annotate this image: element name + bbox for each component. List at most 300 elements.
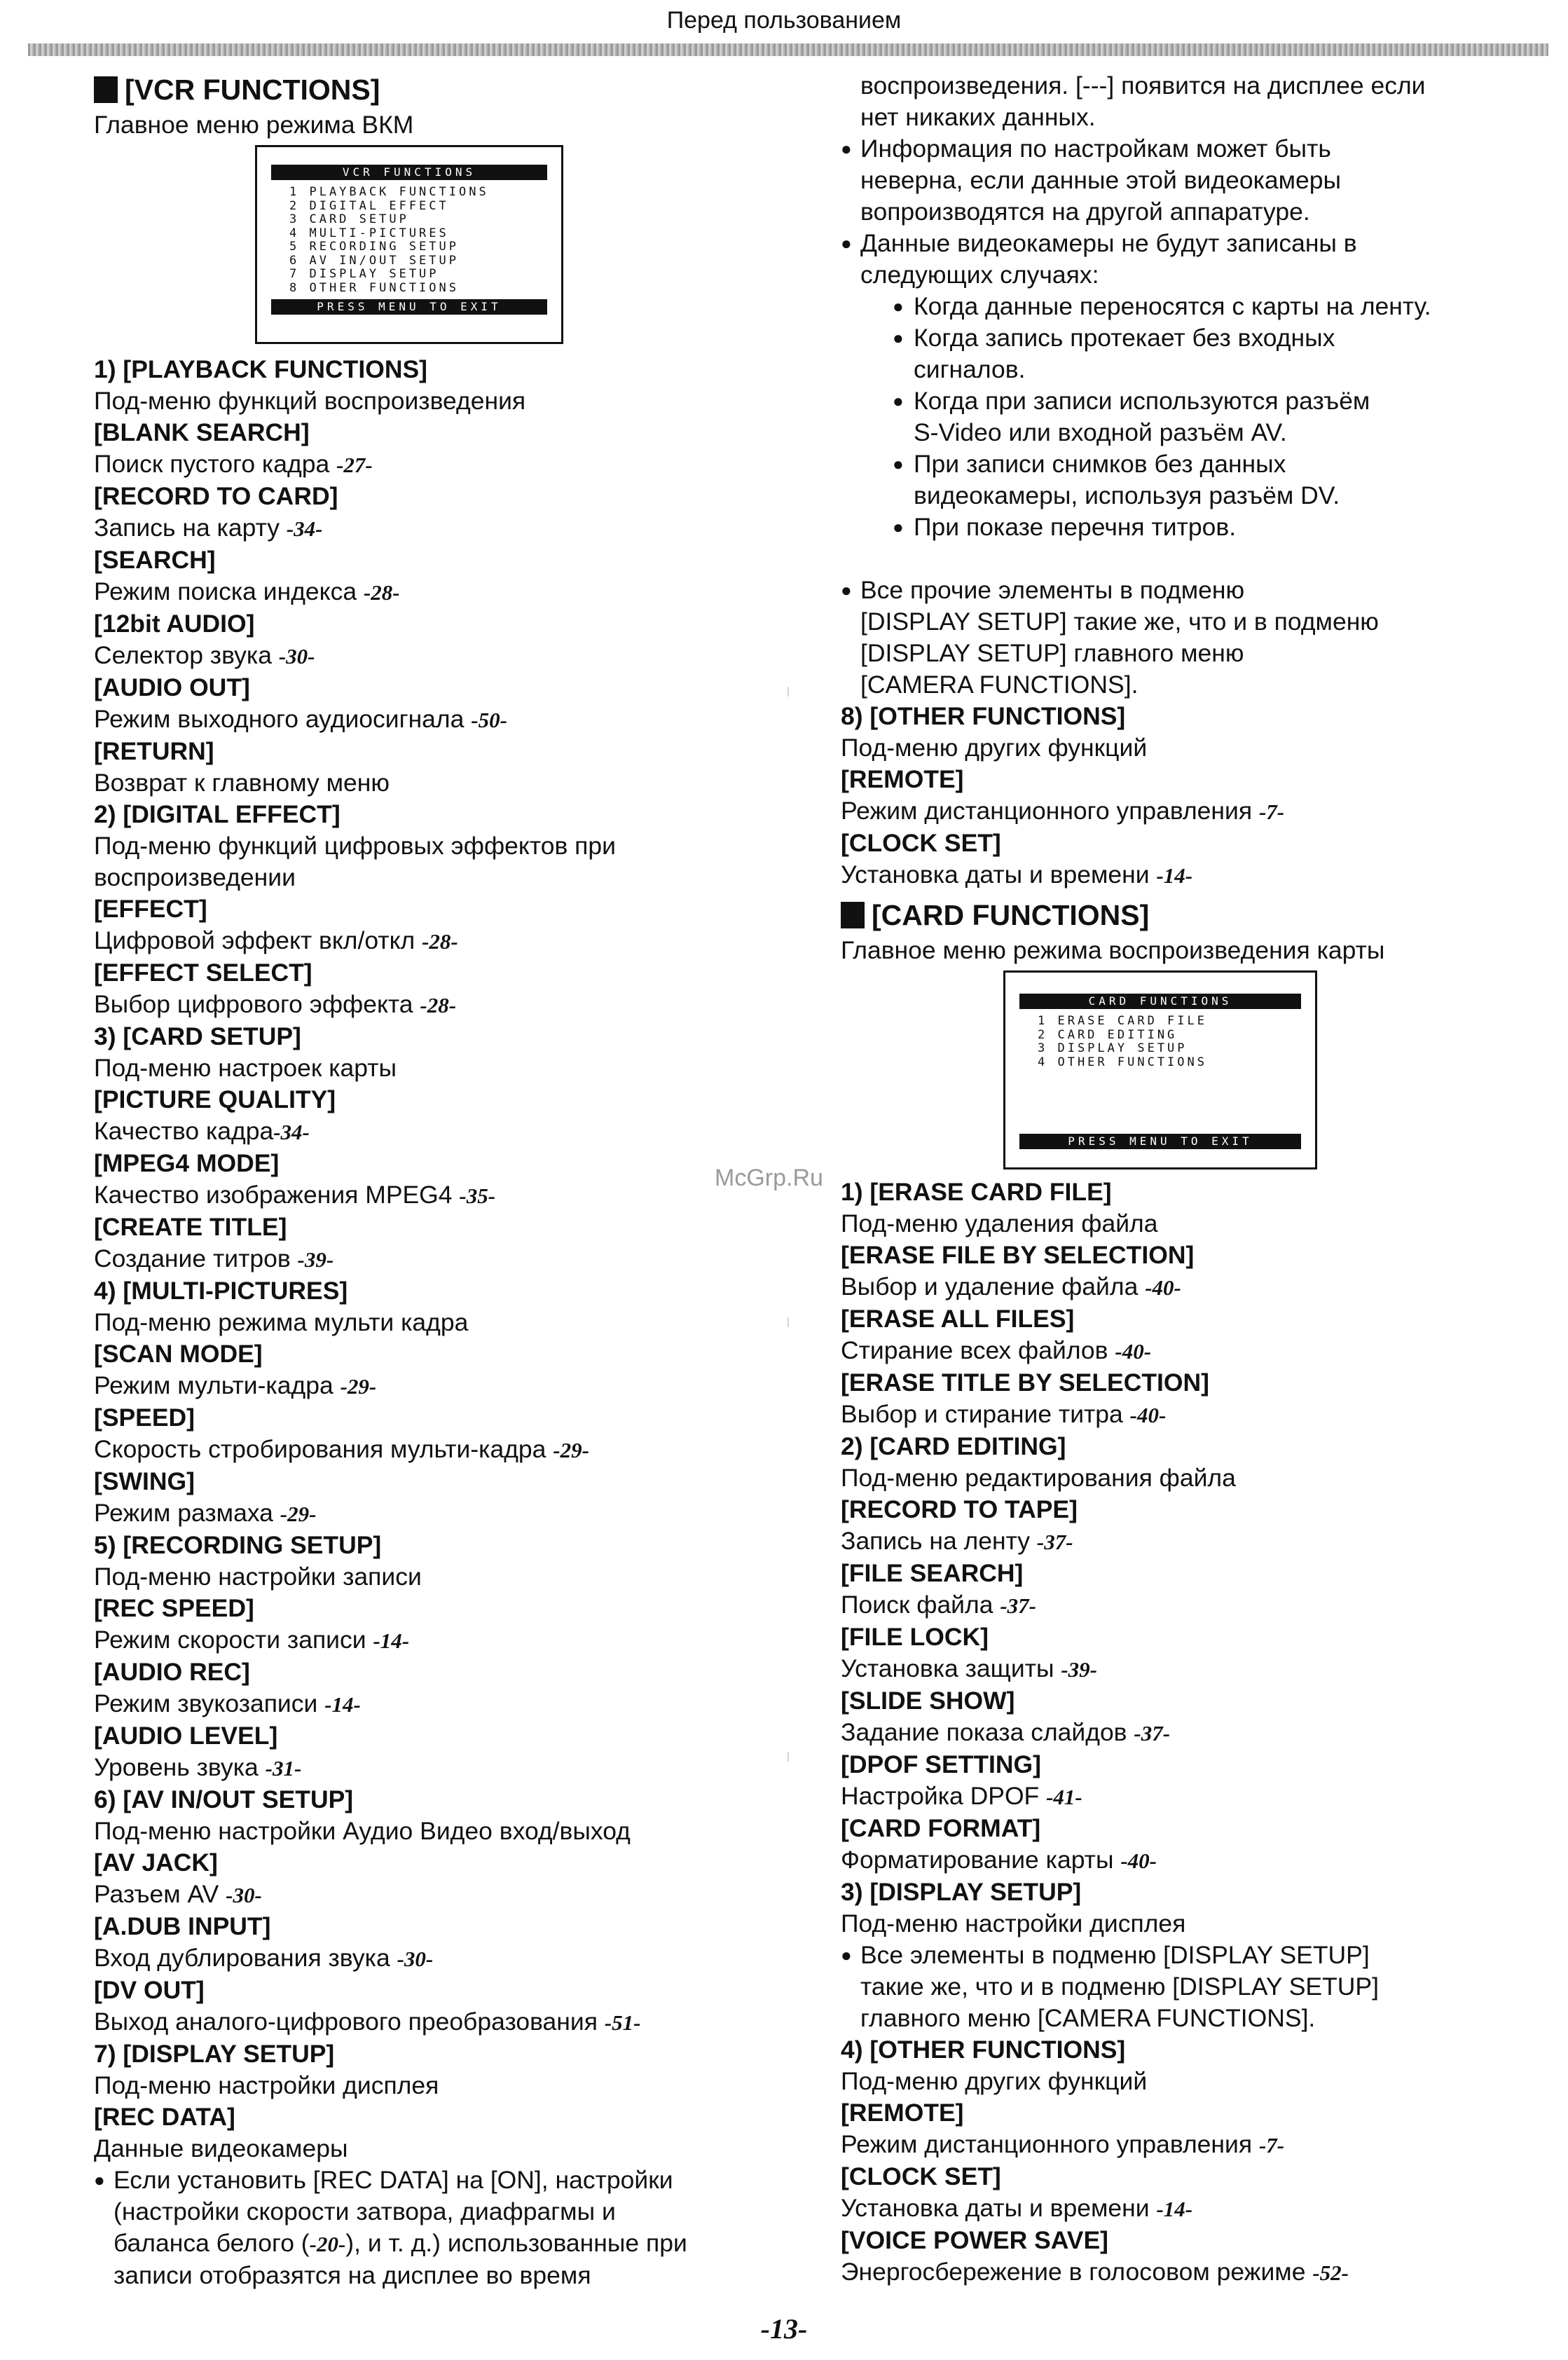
card-screen-footer: PRESS MENU TO EXIT [1019, 1134, 1301, 1149]
line-text: [ERASE ALL FILES] [841, 1305, 1075, 1333]
page-reference: -37- [1134, 1721, 1171, 1745]
continuation-line [841, 638, 1541, 669]
sub-continuation-line [841, 480, 1541, 512]
menu-entry-heading [94, 736, 752, 767]
line-text: Задание показа слайдов [841, 1718, 1134, 1746]
sub-bullet-item [841, 512, 1541, 543]
menu-entry-heading [94, 608, 752, 640]
text-line [94, 2133, 752, 2165]
continuation-line [841, 102, 1541, 133]
menu-entry-heading [94, 1021, 752, 1052]
page-reference: -29- [280, 1502, 317, 1526]
text-line [94, 1370, 752, 1402]
page-reference: -52- [1312, 2260, 1349, 2285]
menu-entry-heading [94, 1212, 752, 1243]
line-text: [RETURN] [94, 737, 214, 765]
page-reference: -31- [265, 1756, 302, 1781]
page-reference: -7- [1258, 800, 1285, 824]
page-reference: -39- [297, 1247, 334, 1272]
text-line [94, 1688, 752, 1720]
text-line [841, 1525, 1541, 1558]
line-text: [FILE LOCK] [841, 1623, 989, 1651]
continuation-line [94, 2196, 752, 2228]
page-reference: -28- [363, 580, 400, 605]
right-text-lines-top [841, 70, 1541, 891]
line-text: Под-меню функций цифровых эффектов при [94, 832, 616, 860]
vcr-heading-text: [VCR FUNCTIONS] [125, 74, 380, 106]
line-text: Когда при записи используются разъём [914, 387, 1370, 415]
bullet-dot-icon: ● [841, 233, 852, 254]
line-text: Выбор и удаление файла [841, 1272, 1146, 1301]
header-band [28, 43, 1548, 56]
line-text: [CLOCK SET] [841, 829, 1001, 857]
line-text: Режим дистанционного управления [841, 2130, 1259, 2158]
text-line [841, 1271, 1541, 1303]
line-text: Под-меню удаления файла [841, 1209, 1158, 1237]
line-text: воспроизведении [94, 863, 296, 891]
line-text: Уровень звука [94, 1753, 266, 1781]
text-line [841, 1653, 1541, 1685]
page-reference: -51- [604, 2010, 641, 2035]
line-text: [CAMERA FUNCTIONS]. [860, 671, 1139, 699]
line-text: 3) [DISPLAY SETUP] [841, 1878, 1082, 1906]
text-line [94, 1307, 752, 1338]
line-text: [CARD FORMAT] [841, 1814, 1041, 1842]
line-text: [SWING] [94, 1467, 195, 1495]
line-text: 4) [OTHER FUNCTIONS] [841, 2036, 1126, 2064]
page-reference: -37- [1000, 1593, 1036, 1618]
menu-entry-heading [94, 672, 752, 704]
page-reference: -41- [1046, 1785, 1082, 1809]
menu-entry-heading [841, 1494, 1541, 1525]
line-text: Режим выходного аудиосигнала [94, 705, 472, 733]
line-text: Поиск пустого кадра [94, 450, 337, 478]
line-text: Режим звукозаписи [94, 1689, 325, 1717]
text-line [94, 1942, 752, 1975]
text-line [841, 1399, 1541, 1431]
bullet-dot-icon: ● [893, 453, 904, 474]
menu-entry-heading [94, 1593, 752, 1624]
screen-menu-item: 1 PLAYBACK FUNCTIONS [289, 185, 489, 199]
page-reference: -28- [422, 929, 458, 954]
line-text: [REC SPEED] [94, 1594, 254, 1622]
line-text: Все элементы в подменю [DISPLAY SETUP] [860, 1941, 1370, 1969]
line-text: Форматирование карты [841, 1846, 1121, 1874]
menu-entry-heading [841, 1176, 1541, 1208]
line-text: [MPEG4 MODE] [94, 1149, 280, 1177]
vcr-subtitle: Главное меню режима ВКМ [94, 111, 414, 139]
text-line [94, 704, 752, 736]
line-text: [DPOF SETTING] [841, 1750, 1041, 1778]
bullet-dot-icon: ● [893, 296, 904, 317]
line-text: 3) [CARD SETUP] [94, 1022, 301, 1050]
line-text: Под-меню режима мульти кадра [94, 1308, 469, 1336]
card-functions-heading [841, 896, 1541, 935]
line-text: Режим мульти-кадра [94, 1371, 341, 1399]
menu-entry-heading [94, 354, 752, 385]
page-reference: -30- [226, 1883, 262, 1907]
line-text: Режим поиска индекса [94, 577, 364, 605]
line-text: Режим дистанционного управления [841, 797, 1259, 825]
line-text: Качество кадра [94, 1117, 274, 1145]
page-reference: -35- [459, 1184, 496, 1208]
text-line [94, 385, 752, 417]
margin-tick [788, 687, 789, 697]
text-line [841, 732, 1541, 764]
line-text-after: ), и т. д.) использованные при [345, 2229, 687, 2257]
line-text: Под-меню функций воспроизведения [94, 387, 526, 415]
text-line [94, 1879, 752, 1911]
text-line [94, 1243, 752, 1275]
page-reference: -40- [1129, 1403, 1167, 1427]
line-text: Вход дублирования звука [94, 1944, 397, 1972]
menu-entry-heading [94, 1275, 752, 1307]
left-column [94, 70, 752, 2291]
menu-entry-heading [94, 1402, 752, 1434]
page-reference: -14- [324, 1692, 361, 1717]
line-text: [REC DATA] [94, 2103, 235, 2131]
card-screen-title: CARD FUNCTIONS [1019, 994, 1301, 1009]
screen-menu-item: 8 OTHER FUNCTIONS [289, 280, 459, 295]
text-line [94, 2070, 752, 2101]
line-text: Запись на ленту [841, 1527, 1037, 1555]
text-line [94, 1624, 752, 1656]
text-line [94, 767, 752, 799]
continuation-line [841, 1971, 1541, 2003]
sub-continuation-line [841, 417, 1541, 448]
page-reference: -34- [273, 1120, 310, 1144]
text-line [841, 1589, 1541, 1621]
text-line [94, 448, 752, 481]
right-text-lines-bottom [841, 1176, 1541, 2289]
text-line [841, 2129, 1541, 2161]
page-reference: -40- [1115, 1339, 1152, 1364]
page-reference: -37- [1036, 1530, 1073, 1554]
line-text: Цифровой эффект вкл/откл [94, 926, 422, 954]
line-text: [AUDIO LEVEL] [94, 1722, 278, 1750]
screen-menu-item: 2 DIGITAL EFFECT [289, 198, 449, 213]
line-text: Под-меню настройки записи [94, 1563, 422, 1591]
continuation-line [841, 259, 1541, 291]
line-text: [DISPLAY SETUP] такие же, что и в подменю [860, 608, 1379, 636]
line-text: (настройки скорости затвора, диафрагмы и [114, 2197, 616, 2225]
text-line [94, 1561, 752, 1593]
line-text: [REMOTE] [841, 765, 964, 793]
text-line [94, 1052, 752, 1084]
menu-entry-heading [94, 1084, 752, 1116]
screen-menu-item: 7 DISPLAY SETUP [289, 267, 439, 281]
sub-bullet-item [841, 448, 1541, 480]
line-text: 2) [DIGITAL EFFECT] [94, 800, 341, 828]
sub-bullet-item [841, 385, 1541, 417]
line-text: [ERASE FILE BY SELECTION] [841, 1241, 1195, 1269]
vcr-functions-heading [94, 70, 752, 109]
line-text: [PICTURE QUALITY] [94, 1085, 336, 1113]
menu-entry-heading [841, 2161, 1541, 2193]
card-menu-screen [1003, 970, 1317, 1169]
sub-bullet-item [841, 322, 1541, 354]
line-text: 8) [OTHER FUNCTIONS] [841, 702, 1126, 730]
line-text: [DV OUT] [94, 1976, 205, 2004]
line-text: [SLIDE SHOW] [841, 1687, 1015, 1715]
margin-tick [788, 1752, 789, 1762]
bullet-dot-icon: ● [841, 138, 852, 159]
vcr-screen-footer: PRESS MENU TO EXIT [271, 299, 547, 315]
menu-entry-heading [94, 799, 752, 830]
line-text: Качество изображения MPEG4 [94, 1181, 460, 1209]
text-line [841, 1335, 1541, 1367]
line-text: Установка защиты [841, 1654, 1061, 1682]
page-header-title: Перед пользованием [666, 7, 902, 34]
card-subtitle: Главное меню режима воспроизведения карты [841, 936, 1385, 964]
menu-entry-heading [841, 2225, 1541, 2256]
text-line [841, 859, 1541, 891]
line-text: Когда запись протекает без входных [914, 324, 1335, 352]
menu-entry-heading [841, 764, 1541, 795]
line-text: [ERASE TITLE BY SELECTION] [841, 1368, 1209, 1397]
bullet-dot-icon: ● [841, 1944, 852, 1965]
page-reference: -30- [278, 644, 315, 668]
section-marker-icon [841, 902, 865, 928]
continuation-line [841, 606, 1541, 638]
line-text: Под-меню настройки Аудио Видео вход/выход [94, 1817, 631, 1845]
line-text: [SCAN MODE] [94, 1340, 263, 1368]
menu-entry-heading [841, 1813, 1541, 1844]
text-line [94, 862, 752, 893]
menu-entry-heading [841, 2097, 1541, 2129]
bullet-dot-icon: ● [94, 2169, 105, 2190]
text-line [94, 1497, 752, 1530]
line-text: [CLOCK SET] [841, 2162, 1001, 2190]
vcr-screen-title: VCR FUNCTIONS [271, 165, 547, 180]
page-reference: -40- [1145, 1275, 1181, 1300]
margin-tick [788, 1317, 789, 1327]
bullet-item [841, 1940, 1541, 1971]
watermark: McGrp.Ru [715, 1165, 823, 1191]
sub-bullet-item [841, 291, 1541, 322]
page-reference: -20- [309, 2232, 346, 2256]
line-text: Под-меню других функций [841, 2067, 1148, 2095]
line-text: [SEARCH] [94, 546, 216, 574]
text-line [94, 1816, 752, 1847]
line-text: 7) [DISPLAY SETUP] [94, 2040, 335, 2068]
menu-entry-heading [94, 544, 752, 576]
text-line [94, 830, 752, 862]
line-text: Под-меню редактирования файла [841, 1464, 1236, 1492]
continuation-line [841, 669, 1541, 701]
page-reference: -29- [340, 1374, 377, 1399]
page-reference: -28- [420, 993, 457, 1017]
line-text: Выбор цифрового эффекта [94, 990, 420, 1018]
line-text: 1) [ERASE CARD FILE] [841, 1178, 1112, 1206]
text-line [94, 1434, 752, 1466]
spacer [841, 543, 1541, 575]
screen-menu-item: 5 RECORDING SETUP [289, 240, 459, 254]
screen-menu-item: 4 OTHER FUNCTIONS [1038, 1055, 1207, 1069]
line-text: неверна, если данные этой видеокамеры [860, 166, 1342, 194]
line-text: Настройка DPOF [841, 1782, 1047, 1810]
line-text: Выход аналого-цифрового преобразования [94, 2008, 605, 2036]
menu-entry-heading [841, 1240, 1541, 1271]
menu-entry-heading [841, 2034, 1541, 2066]
line-text: Установка даты и времени [841, 2194, 1157, 2222]
line-text: Если установить [REC DATA] на [ON], настройки [114, 2166, 673, 2194]
menu-entry-heading [94, 1530, 752, 1561]
line-text: 4) [MULTI-PICTURES] [94, 1277, 348, 1305]
line-text: При показе перечня титров. [914, 513, 1237, 541]
bullet-item [841, 228, 1541, 259]
continuation-line [841, 2003, 1541, 2034]
card-heading-text: [CARD FUNCTIONS] [872, 899, 1150, 931]
menu-entry-heading [841, 1303, 1541, 1335]
text-line [94, 512, 752, 544]
text-line [94, 1116, 752, 1148]
line-text: 5) [RECORDING SETUP] [94, 1531, 382, 1559]
line-text: Запись на карту [94, 514, 287, 542]
line-text: [A.DUB INPUT] [94, 1912, 271, 1940]
text-line [841, 795, 1541, 828]
page-number: -13- [760, 2313, 808, 2345]
line-text: Возврат к главному меню [94, 769, 390, 797]
continuation-line [94, 2260, 752, 2291]
line-text: [DISPLAY SETUP] главного меню [860, 639, 1244, 667]
line-text: [AV JACK] [94, 1848, 218, 1877]
text-line [94, 989, 752, 1021]
line-text: [SPEED] [94, 1404, 195, 1432]
line-text: Все прочие элементы в подменю [860, 576, 1245, 604]
line-text: [FILE SEARCH] [841, 1559, 1024, 1587]
menu-entry-heading [94, 1911, 752, 1942]
bullet-dot-icon: ● [841, 579, 852, 601]
text-line [94, 925, 752, 957]
line-text: нет никаких данных. [860, 103, 1096, 131]
line-text: Разъем AV [94, 1880, 226, 1908]
menu-entry-heading [94, 1784, 752, 1816]
line-text: баланса белого ( [114, 2229, 310, 2257]
menu-entry-heading [94, 1720, 752, 1752]
page-reference: -50- [471, 708, 507, 732]
section-marker-icon [94, 76, 118, 103]
menu-entry-heading [94, 957, 752, 989]
bullet-item [94, 2165, 752, 2196]
bullet-dot-icon: ● [893, 390, 904, 411]
line-text: [EFFECT] [94, 895, 207, 923]
line-text: Режим скорости записи [94, 1626, 373, 1654]
line-text: такие же, что и в подменю [DISPLAY SETUP] [860, 1973, 1379, 2001]
menu-entry-heading [94, 1975, 752, 2006]
line-text: [RECORD TO CARD] [94, 482, 338, 510]
line-text: [AUDIO REC] [94, 1658, 250, 1686]
text-line [94, 2006, 752, 2038]
screen-menu-item: 3 DISPLAY SETUP [1038, 1041, 1188, 1055]
menu-entry-heading [841, 1367, 1541, 1399]
menu-entry-heading [841, 1877, 1541, 1908]
bullet-dot-icon: ● [893, 516, 904, 537]
line-text: Под-меню настройки дисплея [841, 1909, 1186, 1937]
menu-entry-heading [94, 1148, 752, 1179]
continuation-line [841, 165, 1541, 196]
text-line [94, 1752, 752, 1784]
bullet-item [841, 575, 1541, 606]
line-text: [VOICE POWER SAVE] [841, 2226, 1108, 2254]
right-column [841, 70, 1541, 2289]
text-line [841, 2193, 1541, 2225]
line-text: главного меню [CAMERA FUNCTIONS]. [860, 2004, 1316, 2032]
line-text: Данные видеокамеры [94, 2134, 348, 2162]
line-text: S-Video или входной разъём AV. [914, 418, 1287, 446]
line-text: [REMOTE] [841, 2099, 964, 2127]
line-text: [BLANK SEARCH] [94, 418, 310, 446]
left-text-lines [94, 354, 752, 2291]
line-text: [RECORD TO TAPE] [841, 1495, 1078, 1523]
line-text: Режим размаха [94, 1499, 280, 1527]
line-text: Энергосбережение в голосовом режиме [841, 2258, 1313, 2286]
line-text: [12bit AUDIO] [94, 610, 255, 638]
line-text: Создание титров [94, 1244, 298, 1272]
page-reference: -39- [1061, 1657, 1098, 1682]
menu-entry-heading [94, 1466, 752, 1497]
menu-entry-heading [94, 2101, 752, 2133]
page-reference: -14- [1156, 863, 1193, 888]
page-reference: -30- [397, 1947, 434, 1971]
line-text: вопроизводятся на другой аппаратуре. [860, 198, 1310, 226]
text-line [841, 2066, 1541, 2097]
line-text: Выбор и стирание титра [841, 1400, 1130, 1428]
bullet-item [841, 133, 1541, 165]
menu-entry-heading [94, 1847, 752, 1879]
text-line [841, 1717, 1541, 1749]
line-text: 1) [PLAYBACK FUNCTIONS] [94, 355, 427, 383]
menu-entry-heading [841, 701, 1541, 732]
text-line [841, 2256, 1541, 2289]
line-text: записи отобразятся на дисплее во время [114, 2261, 591, 2289]
menu-entry-heading [94, 2038, 752, 2070]
menu-entry-heading [841, 1749, 1541, 1781]
text-line [94, 576, 752, 608]
menu-entry-heading [841, 1621, 1541, 1653]
line-text: Под-меню других функций [841, 734, 1148, 762]
screen-menu-item: 1 ERASE CARD FILE [1038, 1014, 1207, 1028]
menu-entry-heading [94, 481, 752, 512]
menu-entry-heading [94, 893, 752, 925]
text-line [841, 1844, 1541, 1877]
line-text: следующих случаях: [860, 261, 1099, 289]
line-text: видеокамеры, используя разъём DV. [914, 481, 1340, 509]
continuation-line [841, 70, 1541, 102]
line-text: Скорость стробирования мульти-кадра [94, 1435, 553, 1463]
line-text: 2) [CARD EDITING] [841, 1432, 1066, 1460]
menu-entry-heading [94, 1656, 752, 1688]
menu-entry-heading [841, 1558, 1541, 1589]
vcr-screen-items [257, 180, 561, 299]
line-text: Стирание всех файлов [841, 1336, 1115, 1364]
line-text: [AUDIO OUT] [94, 673, 250, 701]
sub-continuation-line [841, 354, 1541, 385]
line-text: Установка даты и времени [841, 860, 1157, 889]
line-text: сигналов. [914, 355, 1026, 383]
line-text: Информация по настройкам может быть [860, 135, 1331, 163]
line-text: Под-меню настроек карты [94, 1054, 397, 1082]
text-line [94, 1179, 752, 1212]
text-line [841, 1208, 1541, 1240]
text-line [841, 1908, 1541, 1940]
page-reference: -29- [553, 1438, 589, 1462]
page-reference: -7- [1258, 2133, 1285, 2157]
vcr-menu-screen [255, 145, 563, 344]
page-reference: -34- [286, 516, 323, 541]
page-reference: -27- [336, 453, 373, 477]
menu-entry-heading [94, 1338, 752, 1370]
